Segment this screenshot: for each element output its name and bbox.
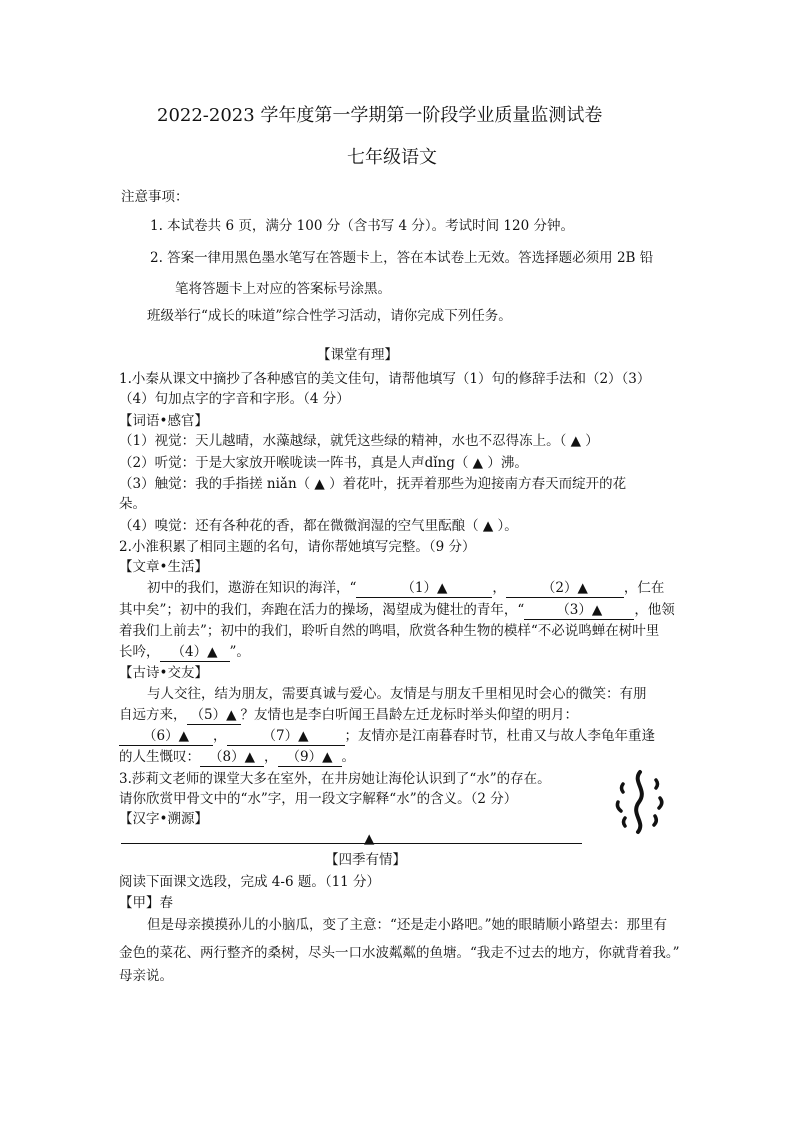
- paragraph-line: [119, 642, 250, 662]
- text: 长吟，: [119, 644, 160, 660]
- answer-line: [121, 843, 582, 844]
- text: ，他领: [634, 602, 675, 618]
- question-3: 3.莎莉文老师的课堂大多在室外，在井房她让海伦认识到了“水”的存在。: [119, 771, 551, 787]
- blank-4: （4）▲: [160, 644, 230, 662]
- paragraph-line: 与人交往，结为朋友，需要真诚与爱心。友情是与朋友千里相见时会心的微笑：有朋: [147, 686, 647, 702]
- passage-line: 但是母亲摸摸孙儿的小脑瓜，变了主意：“还是走小路吧。”她的眼睛顺小路望去：那里有: [147, 917, 668, 933]
- paragraph-line: [119, 705, 578, 725]
- activity-intro: 班级举行“成长的味道”综合性学习活动，请你完成下列任务。: [147, 308, 512, 324]
- tag-word-senses: 【词语•感官】: [119, 413, 208, 429]
- notice-item-1: 1. 本试卷共 6 页，满分 100 分（含书写 4 分）。考试时间 120 分钟。: [150, 218, 574, 234]
- notice-item-2: 2. 答案一律用黑色墨水笔写在答题卡上，答在本试卷上无效。答选择题必须用 2B 铅: [150, 250, 654, 266]
- tag-poetry-friends: 【古诗•交友】: [119, 665, 208, 681]
- blank-9: （9）▲: [278, 749, 342, 767]
- paragraph-line: [147, 578, 664, 598]
- text: 。: [341, 749, 355, 765]
- blank-7: （7）▲: [227, 728, 345, 746]
- oracle-water-character-icon: [612, 768, 668, 836]
- paragraph-line: 着我们上前去”；初中的我们，聆听自然的鸣唱，欣赏各种生物的模样“不必说鸣蝉在树叶里: [119, 623, 660, 639]
- sentence-3-cont: 朵。: [119, 496, 146, 512]
- blank-3: （3）▲: [524, 602, 634, 620]
- text: ？友情也是李白听闻王昌龄左迁龙标时举头仰望的明月：: [240, 707, 578, 723]
- answer-mark: ▲: [364, 831, 375, 847]
- blank-1: （1）▲: [356, 580, 492, 598]
- text: ”。: [229, 644, 250, 660]
- text: ；友情亦是江南暮春时节，杜甫又与故人李龟年重逢: [344, 728, 655, 744]
- text: 的人生慨叹：: [119, 749, 200, 765]
- reading-intro: 阅读下面课文选段，完成 4-6 题。（11 分）: [119, 874, 381, 890]
- passage-line: 母亲说。: [119, 968, 173, 984]
- text: ，: [264, 749, 278, 765]
- sentence-3: （3）触觉：我的手指搓 niǎn（ ▲ ）着花叶，抚弄着那些为迎接南方春天而绽开的花: [119, 476, 627, 492]
- paragraph-line: [119, 600, 675, 620]
- text: 其中矣”；初中的我们，奔跑在活力的操场，渴望成为健壮的青年，“: [119, 602, 525, 618]
- text: ，: [213, 728, 227, 744]
- passage-tag-spring: 【甲】春: [119, 895, 173, 911]
- text: 初中的我们，遨游在知识的海洋，“: [147, 580, 357, 596]
- sentence-4: （4）嗅觉：还有各种花的香，都在微微润湿的空气里酝酿（ ▲ ）。: [119, 518, 518, 534]
- notice-item-2-cont: 笔将答题卡上对应的答案标号涂黑。: [175, 281, 391, 297]
- question-3-cont: 请你欣赏甲骨文中的“水”字，用一段文字解释“水”的含义。（2 分）: [119, 791, 518, 807]
- sentence-1: （1）视觉：天儿越晴，水藻越绿，就凭这些绿的精神，水也不忍得冻上。（ ▲ ）: [119, 433, 599, 449]
- paragraph-line: [119, 747, 355, 767]
- section-title-seasons: 【四季有情】: [325, 852, 406, 868]
- blank-8: （8）▲: [200, 749, 264, 767]
- exam-subtitle: 七年级语文: [347, 147, 437, 168]
- text: 自远方来，: [119, 707, 187, 723]
- question-2: 2.小淮积累了相同主题的名句，请你帮她填写完整。（9 分）: [119, 539, 476, 555]
- paragraph-line: [119, 726, 655, 746]
- blank-5: （5）▲: [187, 707, 241, 725]
- question-1: 1.小秦从课文中摘抄了各种感官的美文佳句，请帮他填写（1）句的修辞手法和（2）（3）: [119, 371, 651, 387]
- text: ，: [492, 580, 506, 596]
- exam-title: 2022-2023 学年度第一学期第一阶段学业质量监测试卷: [157, 105, 603, 126]
- notice-heading: 注意事项：: [121, 189, 189, 205]
- passage-line: 金色的菜花、两行整齐的桑树，尽头一口水波粼粼的鱼塘。“我走不过去的地方，你就背着我。”: [119, 945, 680, 961]
- tag-article-life: 【文章•生活】: [119, 559, 208, 575]
- text: ，仁在: [623, 580, 665, 596]
- question-1-cont: （4）句加点字的字音和字形。（4 分）: [119, 391, 350, 407]
- blank-2: （2）▲: [506, 580, 624, 598]
- sentence-2: （2）听觉：于是大家放开喉咙读一阵书，真是人声dǐng（ ▲ ）沸。: [119, 455, 528, 471]
- blank-6: （6）▲: [119, 728, 213, 746]
- section-title-classroom: 【课堂有理】: [317, 347, 398, 363]
- tag-character-origin: 【汉字•溯源】: [119, 811, 208, 827]
